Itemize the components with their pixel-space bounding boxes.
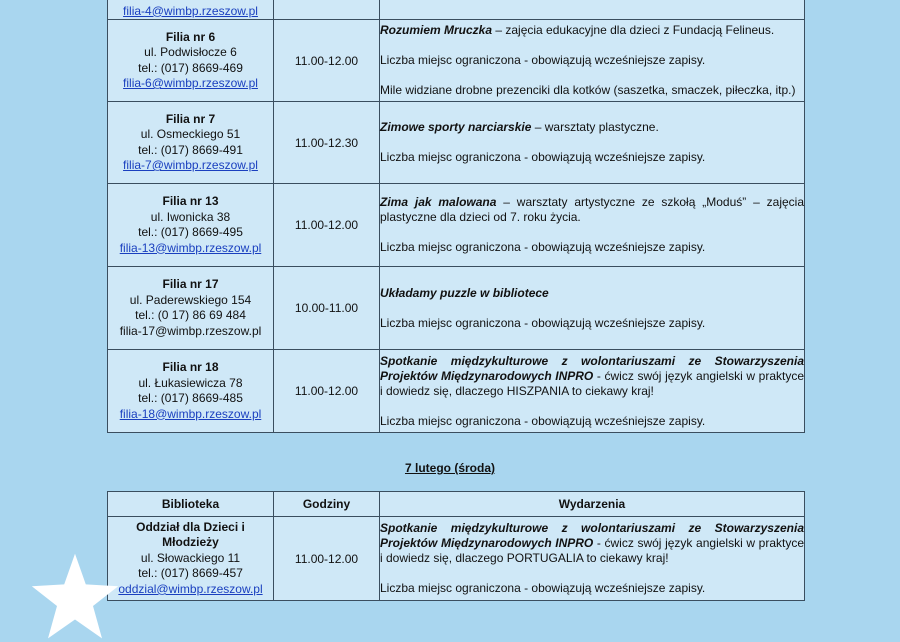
event-title: Spotkanie międzykulturowe z wolontariuszami ze Stowarzyszenia Projektów Międzynarodowych INPRO <box>380 521 804 550</box>
library-email-link[interactable]: filia-7@wimbp.rzeszow.pl <box>123 158 258 172</box>
header-library: Biblioteka <box>108 492 274 517</box>
library-email-link[interactable]: oddzial@wimbp.rzeszow.pl <box>118 581 263 596</box>
library-cell <box>108 20 274 102</box>
library-cell <box>108 267 274 350</box>
library-name: Filia nr 17 <box>162 277 219 291</box>
library-email-link[interactable]: filia-13@wimbp.rzeszow.pl <box>119 240 262 255</box>
event-note: Liczba miejsc ograniczona - obowiązują wcześniejsze zapisy. <box>380 413 706 428</box>
hours-cell: 11.00-12.30 <box>274 102 380 184</box>
schedule-table-feb7 <box>107 491 805 601</box>
library-address: ul. Słowackiego 11 <box>140 550 241 565</box>
library-cell <box>108 350 274 433</box>
schedule-table-top <box>107 0 805 433</box>
library-email-link[interactable]: filia-18@wimbp.rzeszow.pl <box>119 406 262 421</box>
library-cell <box>108 0 274 20</box>
event-description <box>380 23 804 38</box>
event-note: Liczba miejsc ograniczona - obowiązują wcześniejsze zapisy. <box>380 240 706 254</box>
hours-cell: 11.00-12.00 <box>274 20 380 102</box>
library-email-wrap <box>108 158 273 174</box>
header-events: Wydarzenia <box>380 492 805 517</box>
star-icon <box>30 552 120 642</box>
event-description <box>380 521 804 566</box>
table-row <box>108 267 805 350</box>
library-email-link[interactable]: filia-6@wimbp.rzeszow.pl <box>123 76 258 90</box>
event-text: - ćwicz swój język angielski w praktyce i dowiedz się, dlaczego HISZPANIA to ciekawy kraj! <box>380 368 804 398</box>
event-cell <box>380 102 805 184</box>
library-email: filia-17@wimbp.rzeszow.pl <box>119 323 262 338</box>
library-address: ul. Podwisłocze 6 <box>144 45 237 59</box>
event-description <box>380 120 804 135</box>
library-email-wrap <box>108 582 273 598</box>
event-cell <box>380 267 805 350</box>
hours-cell: 11.00-12.00 <box>274 350 380 433</box>
date-heading: 7 lutego (środa) <box>404 461 495 475</box>
event-title: Spotkanie międzykulturowe z wolontariuszami ze Stowarzyszenia Projektów Międzynarodowych INPRO <box>380 353 804 383</box>
event-note: Mile widziane drobne prezenciki dla kotków (saszetka, smaczek, piłeczka, itp.) <box>380 83 796 97</box>
library-phone: tel.: (017) 8669-469 <box>138 60 243 75</box>
event-description <box>380 195 804 225</box>
library-name: Filia nr 6 <box>165 29 216 44</box>
library-phone: tel.: (017) 8669-495 <box>138 225 243 239</box>
hours-cell: 11.00-12.00 <box>274 184 380 267</box>
library-cell <box>108 517 274 601</box>
library-phone: tel.: (017) 8669-457 <box>138 566 243 581</box>
library-email-wrap <box>108 76 273 92</box>
event-description <box>380 286 804 301</box>
event-text: – zajęcia edukacyjne dla dzieci z Fundacją Felineus. <box>492 23 775 37</box>
hours-cell: 10.00-11.00 <box>274 267 380 350</box>
event-note: Liczba miejsc ograniczona - obowiązują wcześniejsze zapisy. <box>380 315 706 330</box>
library-phone: tel.: (017) 8669-491 <box>138 142 243 157</box>
event-cell <box>380 0 805 20</box>
event-title: Rozumiem Mruczka <box>380 23 493 37</box>
library-email-link[interactable]: filia-4@wimbp.rzeszow.pl <box>123 3 258 18</box>
library-cell <box>108 102 274 184</box>
hours-cell: 11.00-12.00 <box>274 517 380 601</box>
library-name: Filia nr 13 <box>162 194 219 208</box>
event-text: - ćwicz swój język angielski w praktyce i dowiedz się, dlaczego PORTUGALIA to ciekawy kraj! <box>380 536 804 565</box>
table-row <box>108 20 805 102</box>
event-title: Zima jak malowana <box>380 195 497 209</box>
hours-cell <box>274 0 380 20</box>
event-title: Zimowe sporty narciarskie <box>380 120 532 134</box>
header-hours: Godziny <box>274 492 380 517</box>
table-row <box>108 350 805 433</box>
library-name: Filia nr 18 <box>162 360 219 374</box>
event-note: Liczba miejsc ograniczona - obowiązują wcześniejsze zapisy. <box>380 581 706 595</box>
event-note: Liczba miejsc ograniczona - obowiązują wcześniejsze zapisy. <box>380 150 706 164</box>
event-note: Liczba miejsc ograniczona - obowiązują wcześniejsze zapisy. <box>380 53 706 67</box>
library-phone: tel.: (017) 8669-485 <box>138 391 243 405</box>
library-email-wrap <box>108 241 273 257</box>
library-address: ul. Paderewskiego 154 <box>129 292 252 307</box>
event-cell <box>380 20 805 102</box>
library-address: ul. Osmeckiego 51 <box>140 127 241 141</box>
table-row <box>108 517 805 601</box>
event-cell <box>380 517 805 601</box>
event-text: – warsztaty plastyczne. <box>531 120 659 134</box>
library-email-wrap <box>108 4 273 20</box>
event-title: Układamy puzzle w bibliotece <box>380 285 549 300</box>
event-description <box>380 354 804 399</box>
library-address: ul. Łukasiewicza 78 <box>138 375 243 390</box>
library-cell <box>108 184 274 267</box>
table-row <box>108 0 805 20</box>
library-phone: tel.: (0 17) 86 69 484 <box>135 308 246 322</box>
library-address: ul. Iwonicka 38 <box>150 209 231 224</box>
library-name: Filia nr 7 <box>165 111 216 126</box>
event-text: – warsztaty artystyczne ze szkołą „Moduś” – zajęcia plastyczne dla dzieci od 7. roku życia. <box>380 195 804 224</box>
event-cell <box>380 350 805 433</box>
library-email-wrap <box>108 407 273 423</box>
library-name: Oddział dla Dzieci i Młodzieży <box>136 519 245 550</box>
table-row <box>108 102 805 184</box>
table-row <box>108 184 805 267</box>
event-cell <box>380 184 805 267</box>
table-header-row <box>108 492 805 517</box>
